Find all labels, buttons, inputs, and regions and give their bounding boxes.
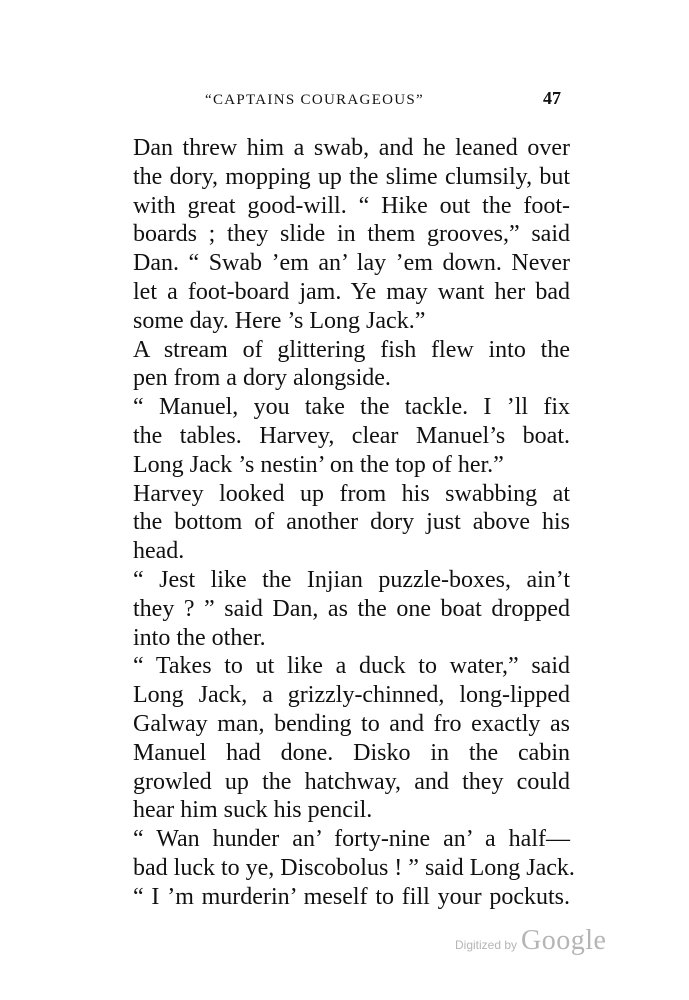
text-line: Long Jack, a grizzly-chinned, long-lipped [133,682,570,709]
paragraph [108,134,570,336]
running-title: “CAPTAINS COURAGEOUS” [205,92,425,108]
text-line: “ Manuel, you take the tackle. I ’ll fix [133,394,570,421]
text-line: boards ; they slide in them grooves,” said [133,221,570,248]
text-line: Galway man, bending to and fro exactly as [133,710,570,737]
text-line: let a foot-board jam. Ye may want her bad [133,278,570,305]
text-line: some day. Here ’s Long Jack.” [133,307,426,334]
text-line: pen from a dory alongside. [133,365,391,392]
text-line: the bottom of another dory just above his [133,509,570,536]
text-line: bad luck to ye, Discobolus ! ” said Long Jack. [133,854,575,881]
text-line: Dan threw him a swab, and he leaned over [133,135,570,161]
text-line: Harvey looked up from his swabbing at [133,480,570,507]
text-line: the dory, mopping up the slime clumsily, but [133,163,570,190]
text-line: with great good-will. “ Hike out the foot- [133,192,570,219]
text-line: the tables. Harvey, clear Manuel’s boat. [133,422,570,449]
watermark-prefix: Digitized by [455,938,518,952]
paragraph [108,336,570,394]
text-line: growled up the hatchway, and they could [133,768,570,795]
text-line: hear him suck his pencil. [133,797,373,824]
paragraph [108,652,570,825]
text-line: Dan. “ Swab ’em an’ lay ’em down. Never [133,250,570,277]
text-line: Manuel had done. Disko in the cabin [133,739,570,766]
body-text [108,134,575,912]
page-number: 47 [543,88,561,108]
paragraph [108,393,570,479]
text-line: A stream of glittering fish flew into the [133,336,570,363]
text-line: “ Takes to ut like a duck to water,” said [133,653,570,680]
watermark-brand: Google [521,925,607,956]
paragraph [108,566,570,652]
text-line: they ? ” said Dan, as the one boat dropped [133,595,570,622]
text-line: “ Wan hunder an’ forty-nine an’ a half— [133,826,570,853]
text-line: Long Jack ’s nestin’ on the top of her.” [133,451,504,478]
text-line: into the other. [133,624,266,651]
paragraph [108,825,575,911]
text-line: “ I ’m murderin’ meself to fill your pockuts. [133,883,570,910]
paragraph [108,480,570,566]
text-line: “ Jest like the Injian puzzle-boxes, ain’t [133,566,570,593]
digitized-by-google-watermark [455,925,606,957]
text-line: head. [133,538,185,565]
